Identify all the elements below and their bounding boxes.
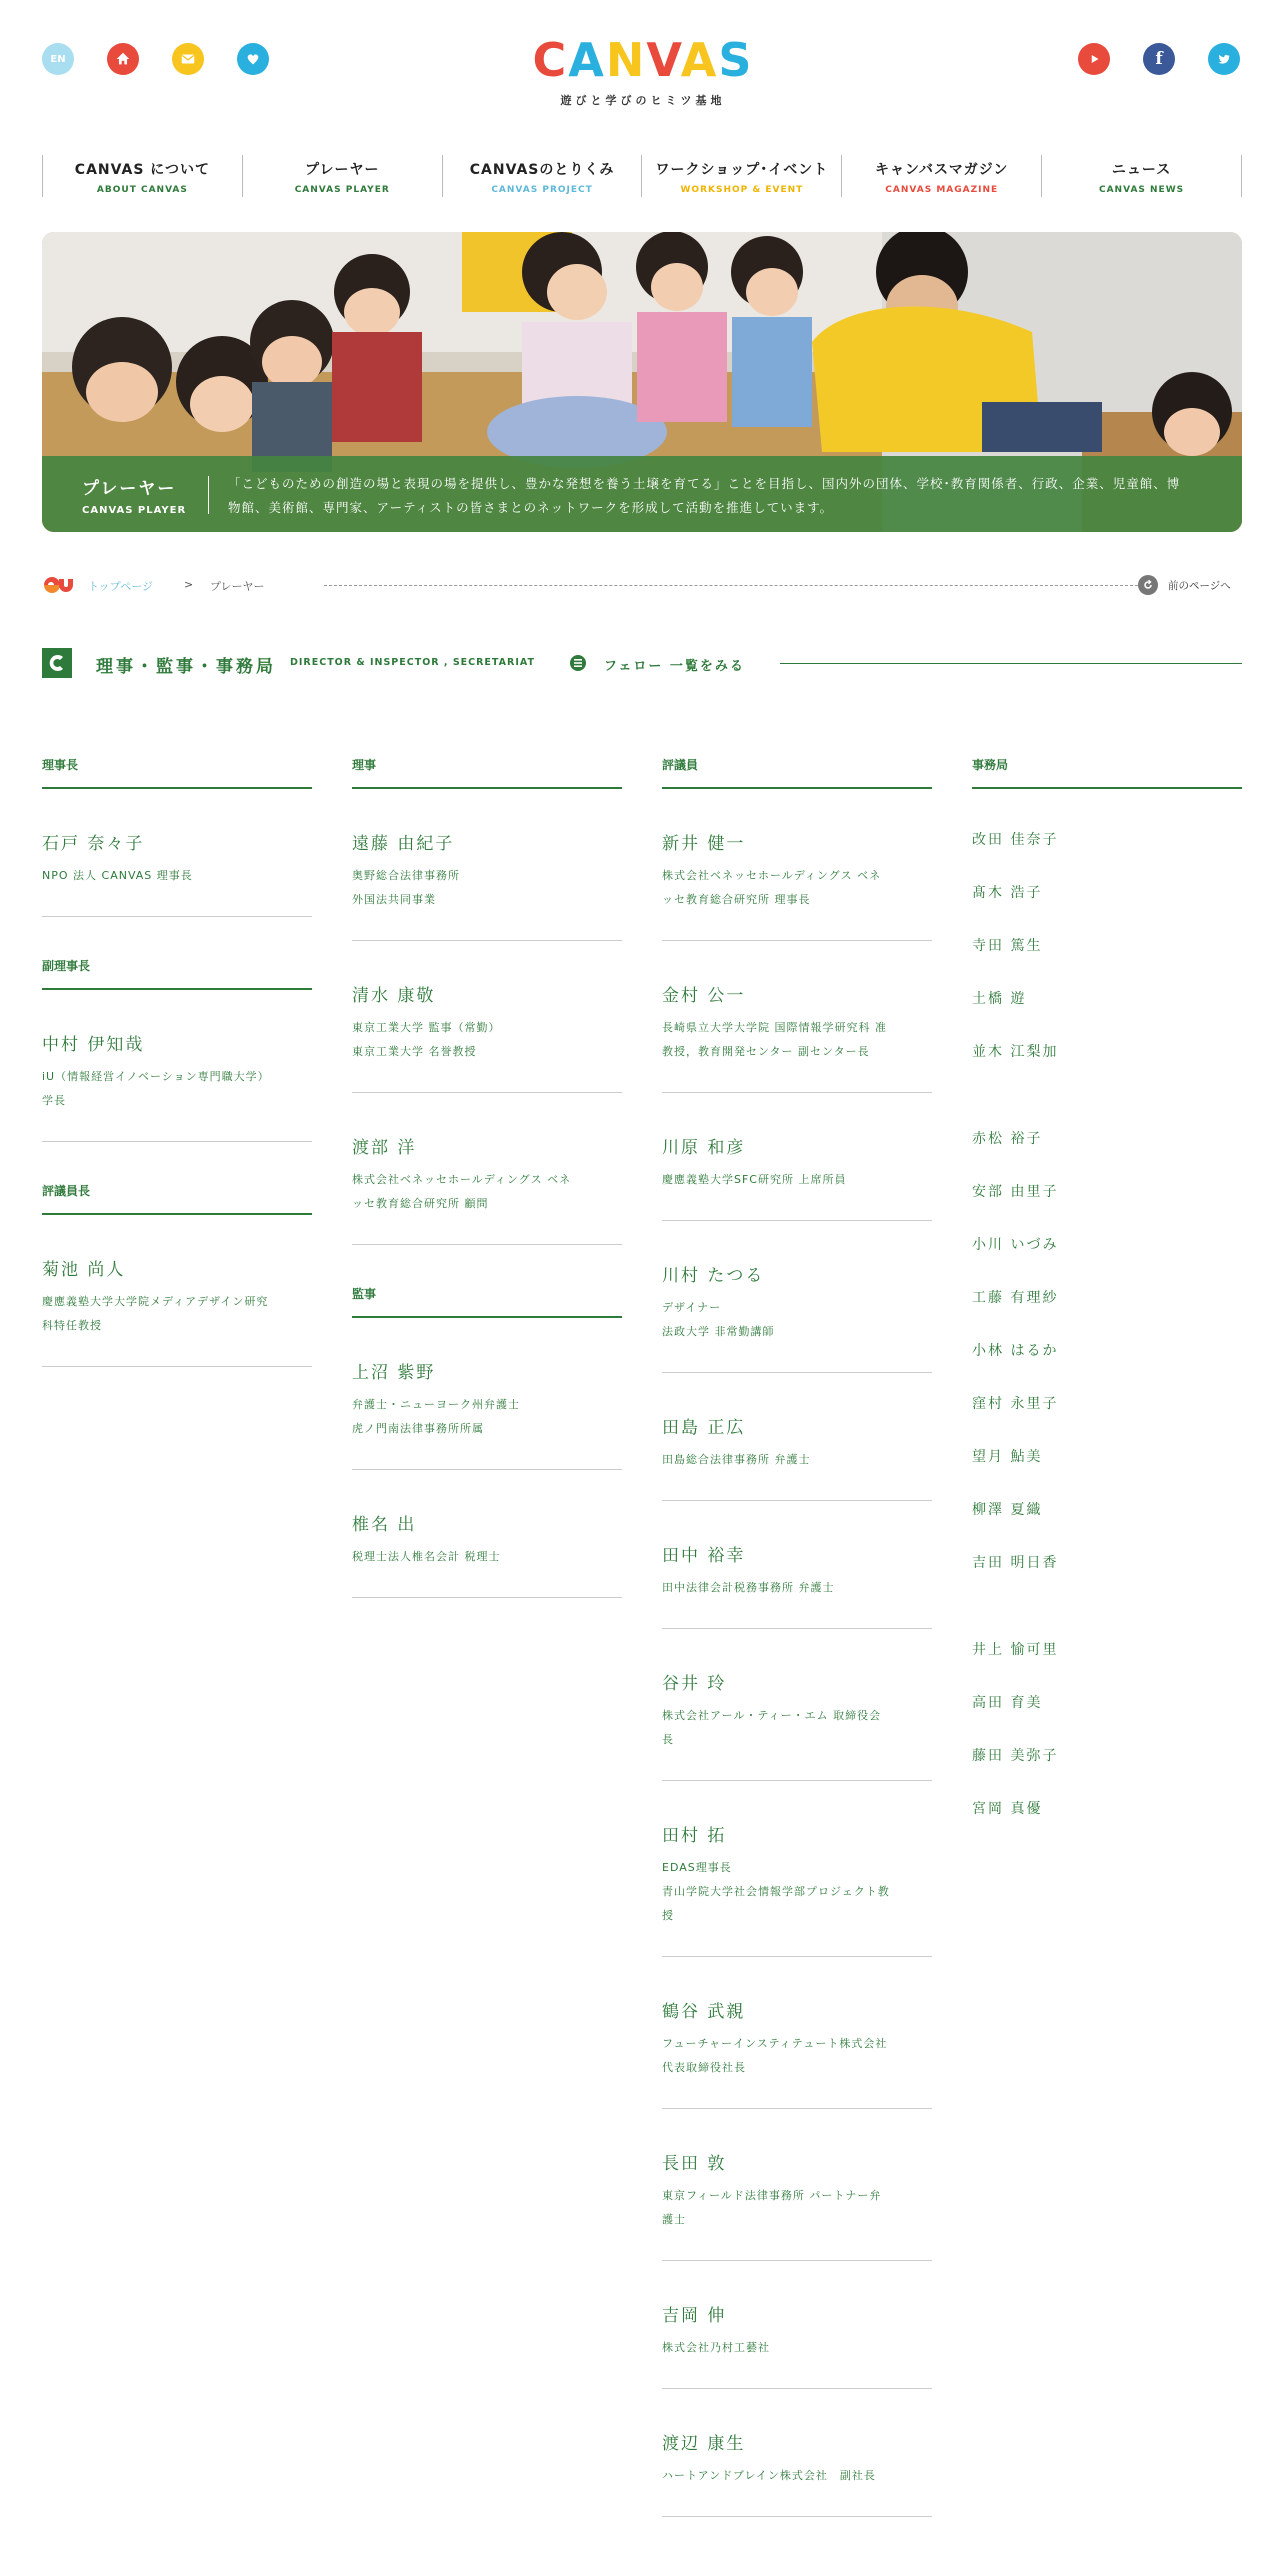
group-heading: 副理事長 — [42, 957, 312, 990]
staff-name: 髙木 浩子 — [972, 885, 1043, 901]
facebook-icon[interactable]: f — [1143, 43, 1175, 75]
nav-item-sublabel: CANVAS PLAYER — [294, 185, 390, 195]
person-name: 川村 たつる — [662, 1266, 765, 1286]
logo-letter: S — [718, 33, 754, 87]
nav-item[interactable] — [841, 155, 1041, 197]
person-card — [662, 1133, 932, 1221]
person-affiliation: EDAS理事長 — [662, 1861, 732, 1874]
person-affiliation: iU（情報経営イノベーション専門職大学） — [42, 1070, 270, 1083]
back-arrow-icon[interactable] — [1138, 575, 1158, 595]
group-heading: 評議員 — [662, 756, 932, 789]
person-card — [352, 1358, 622, 1470]
person-card — [662, 1821, 932, 1957]
logo-letter: A — [568, 33, 606, 87]
staff-name: 小川 いづみ — [972, 1237, 1059, 1253]
nav-item-sublabel: ABOUT CANVAS — [96, 185, 188, 195]
logo-letter: C — [532, 33, 569, 87]
staff-name: 赤松 裕子 — [972, 1131, 1043, 1147]
person-card — [42, 829, 312, 917]
person-affiliation: 田島総合法律事務所 弁護士 — [662, 1453, 811, 1466]
en-label: EN — [50, 53, 66, 65]
person-affiliation: NPO 法人 CANVAS 理事長 — [42, 869, 193, 882]
logo-letter: V — [646, 33, 681, 87]
staff-name: 井上 愉可里 — [972, 1642, 1059, 1658]
group-heading: 監事 — [352, 1285, 622, 1318]
logo-tagline: 遊びと学びのヒミツ基地 — [560, 94, 726, 107]
staff-name: 小林 はるか — [972, 1343, 1059, 1359]
person-affiliation: 教授，教育開発センター 副センター長 — [662, 1045, 870, 1058]
hero-banner — [42, 232, 1242, 532]
hero-band — [42, 456, 1242, 532]
nav-item-label: CANVASのとりくみ — [469, 162, 615, 178]
person-card — [662, 2149, 932, 2261]
group-heading: 事務局 — [972, 756, 1242, 789]
person-affiliation: 長崎県立大学大学院 国際情報学研究科 准 — [662, 1021, 887, 1034]
logo-letter: A — [680, 33, 719, 87]
hero-title-en: CANVAS PLAYER — [82, 505, 187, 516]
person-card — [662, 1541, 932, 1629]
staff-name: 寺田 篤生 — [972, 938, 1043, 954]
person-affiliation: ッセ教育総合研究所 理事長 — [662, 893, 811, 906]
canvas-mark-icon — [42, 576, 74, 594]
person-name: 田中 裕幸 — [662, 1546, 746, 1566]
staff-name: 安部 由里子 — [972, 1184, 1059, 1200]
nav-item-label: ワークショップ･イベント — [655, 162, 829, 178]
nav-item[interactable] — [1041, 155, 1242, 197]
nav-item[interactable] — [42, 155, 242, 197]
nav-item-label: ニュース — [1111, 162, 1172, 178]
person-affiliation: 慶應義塾大学大学院メディアデザイン研究 — [42, 1295, 269, 1308]
person-affiliation: 代表取締役社長 — [662, 2061, 746, 2074]
person-name: 長田 敦 — [662, 2154, 727, 2174]
fellow-list-link[interactable]: フェロー 一覧をみる — [604, 659, 745, 674]
person-name: 上沼 紫野 — [352, 1363, 436, 1383]
hero-title-jp: プレーヤー — [82, 479, 177, 499]
staff-name: 窪村 永里子 — [972, 1396, 1059, 1412]
person-card — [42, 1255, 312, 1367]
back-link[interactable]: 前のページへ — [1168, 580, 1231, 592]
person-affiliation: 田中法律会計税務事務所 弁護士 — [662, 1581, 835, 1594]
section-logo-icon — [42, 648, 72, 678]
person-name: 新井 健一 — [662, 834, 746, 854]
person-card — [662, 2301, 932, 2389]
group-spacer — [972, 1605, 1242, 1639]
person-name: 菊池 尚人 — [42, 1260, 126, 1280]
section-header — [42, 648, 1242, 678]
nav-item-sublabel: CANVAS MAGAZINE — [885, 185, 999, 195]
hero-title — [82, 474, 196, 516]
person-affiliation: 外国法共同事業 — [352, 893, 436, 906]
person-affiliation: 税理士法人椎名会計 税理士 — [352, 1550, 501, 1563]
staff-name: 藤田 美弥子 — [972, 1748, 1059, 1764]
person-name: 渡部 洋 — [352, 1138, 417, 1158]
nav-item[interactable] — [641, 155, 841, 197]
youtube-icon[interactable] — [1078, 43, 1110, 75]
person-affiliation: 慶應義塾大学SFC研究所 上席所員 — [662, 1173, 847, 1186]
group-heading: 評議員長 — [42, 1182, 312, 1215]
person-affiliation: 株式会社乃村工藝社 — [662, 2341, 770, 2354]
person-affiliation: 株式会社ベネッセホールディングス ベネ — [662, 869, 882, 882]
person-name: 田島 正広 — [662, 1418, 746, 1438]
mail-icon[interactable] — [172, 43, 204, 75]
hero-description: 「こどものための創造の場と表現の場を提供し、豊かな発想を養う土壌を育てる」ことを目指し、国内外の団体、学校･教育関係者、行政、企業、児童館、博物館、美術館、専門家、アーティストの皆さまとのネットワークを形成して活動を推進しています。 — [228, 476, 1181, 515]
person-card — [42, 1030, 312, 1142]
breadcrumb — [42, 576, 1242, 596]
nav-item-sublabel: WORKSHOP & EVENT — [680, 185, 804, 195]
person-affiliation: ッセ教育総合研究所 顧問 — [352, 1197, 489, 1210]
staff-name: 並木 江梨加 — [972, 1044, 1059, 1060]
staff-name: 柳澤 夏織 — [972, 1502, 1043, 1518]
breadcrumb-current: プレーヤー — [210, 580, 265, 593]
person-name: 吉岡 伸 — [662, 2306, 727, 2326]
person-name: 遠藤 由紀子 — [352, 834, 455, 854]
person-affiliation: フューチャーインスティテュート株式会社 — [662, 2037, 888, 2050]
person-name: 石戸 奈々子 — [42, 834, 145, 854]
twitter-icon[interactable] — [1208, 43, 1240, 75]
person-name: 川原 和彦 — [662, 1138, 746, 1158]
column-secretariat — [972, 756, 1242, 1851]
staff-name: 土橋 遊 — [972, 991, 1027, 1007]
person-affiliation: 弁護士・ニューヨーク州弁護士 — [352, 1398, 520, 1411]
breadcrumb-separator: > — [184, 578, 194, 591]
nav-item[interactable] — [242, 155, 442, 197]
person-affiliation: 学長 — [42, 1094, 66, 1107]
person-name: 鶴谷 武親 — [662, 2002, 746, 2022]
person-name: 椎名 出 — [352, 1515, 417, 1535]
staff-name: 宮岡 真優 — [972, 1801, 1043, 1817]
person-affiliation: 株式会社アール・ティー・エム 取締役会 — [662, 1709, 882, 1722]
nav-item-label: キャンバスマガジン — [875, 162, 1009, 178]
person-name: 中村 伊知哉 — [42, 1035, 145, 1055]
staff-name: 吉田 明日香 — [972, 1555, 1059, 1571]
nav-item[interactable] — [442, 155, 642, 197]
nav-item-sublabel: CANVAS PROJECT — [491, 185, 593, 195]
person-name: 谷井 玲 — [662, 1674, 727, 1694]
person-affiliation: 法政大学 非常勤講師 — [662, 1325, 775, 1338]
person-card — [352, 1510, 622, 1598]
column-councillors — [662, 756, 932, 2557]
canvas-logo[interactable] — [516, 33, 770, 108]
person-card — [662, 1261, 932, 1373]
person-name: 田村 拓 — [662, 1826, 727, 1846]
person-affiliation: 青山学院大学社会情報学部プロジェクト教 — [662, 1885, 890, 1898]
nav-item-sublabel: CANVAS NEWS — [1098, 185, 1185, 195]
column-directors — [352, 756, 622, 1638]
person-name: 渡辺 康生 — [662, 2434, 746, 2454]
staff-name: 高田 育美 — [972, 1695, 1043, 1711]
en-button[interactable] — [42, 43, 74, 75]
list-icon[interactable] — [570, 655, 586, 671]
person-card — [662, 2429, 932, 2517]
person-affiliation: 東京工業大学 監事（常勤） — [352, 1021, 501, 1034]
person-card — [662, 829, 932, 941]
person-card — [352, 1133, 622, 1245]
person-affiliation: 虎ノ門南法律事務所所属 — [352, 1422, 484, 1435]
section-title: 理事・監事・事務局 — [96, 657, 276, 677]
breadcrumb-home-link[interactable]: トップページ — [88, 580, 154, 593]
nav-item-label: プレーヤー — [305, 162, 380, 178]
person-affiliation: デザイナー — [662, 1301, 722, 1314]
person-affiliation: 株式会社ベネッセホールディングス ベネ — [352, 1173, 572, 1186]
person-affiliation: 東京工業大学 名誉教授 — [352, 1045, 477, 1058]
person-affiliation: 護士 — [662, 2213, 686, 2226]
person-name: 金村 公一 — [662, 986, 746, 1006]
staff-name: 望月 鮎美 — [972, 1449, 1043, 1465]
logo-letter: N — [605, 33, 647, 87]
breadcrumb-dashed-rule — [324, 585, 1138, 586]
group-spacer — [972, 1094, 1242, 1128]
section-rule — [780, 663, 1242, 664]
main-nav — [42, 155, 1242, 197]
person-affiliation: 授 — [662, 1909, 674, 1922]
person-affiliation: 科特任教授 — [42, 1319, 102, 1332]
heart-hands-icon[interactable] — [237, 43, 269, 75]
person-affiliation: 長 — [662, 1733, 674, 1746]
logo-text — [516, 33, 770, 87]
column-chairs — [42, 756, 312, 1407]
home-icon[interactable] — [107, 43, 139, 75]
section-title-en: DIRECTOR & INSPECTOR , SECRETARIAT — [290, 657, 535, 668]
person-card — [662, 1997, 932, 2109]
person-affiliation: ハートアンドブレイン株式会社 副社長 — [662, 2469, 876, 2482]
nav-item-label: CANVAS について — [74, 162, 211, 178]
person-name: 清水 康敬 — [352, 986, 436, 1006]
group-heading: 理事長 — [42, 756, 312, 789]
person-affiliation: 東京フィールド法律事務所 パートナー弁 — [662, 2189, 882, 2202]
person-affiliation: 奥野総合法律事務所 — [352, 869, 460, 882]
staff-name: 工藤 有理紗 — [972, 1290, 1059, 1306]
group-heading: 理事 — [352, 756, 622, 789]
hero-divider — [208, 476, 209, 514]
person-card — [352, 829, 622, 941]
person-card — [662, 1669, 932, 1781]
staff-name: 改田 佳奈子 — [972, 832, 1059, 848]
person-card — [352, 981, 622, 1093]
person-card — [662, 981, 932, 1093]
person-card — [662, 1413, 932, 1501]
